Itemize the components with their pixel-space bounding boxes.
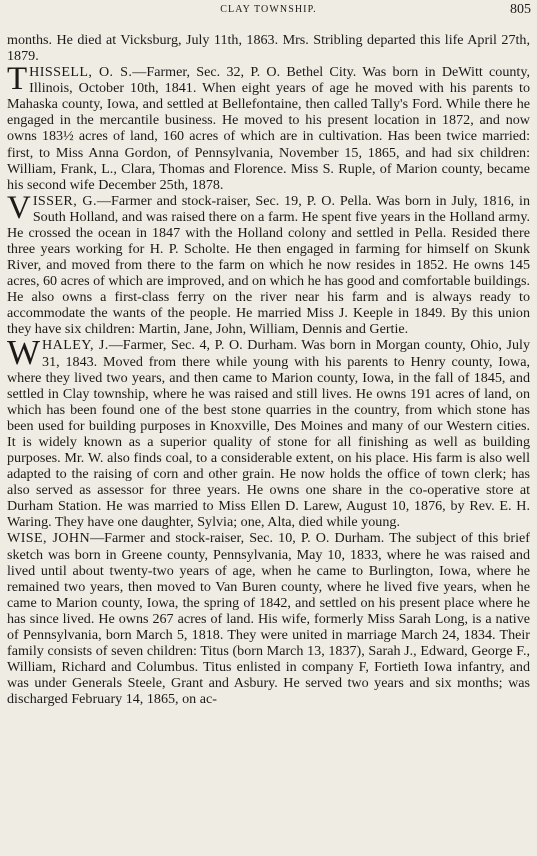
- drop-cap: V: [7, 189, 31, 226]
- page-number: 805: [510, 2, 531, 17]
- entry-visser: [7, 189, 530, 338]
- entry-whaley: [7, 333, 530, 531]
- body-text: [7, 32, 530, 707]
- entry-thissell: [7, 61, 531, 193]
- continuation-paragraph: months. He died at Vicksburg, July 11th, 1863. Mrs. Stribling departed this life April 27th, 1879.: [7, 32, 530, 65]
- entry-name: ISSER, G.: [32, 192, 97, 209]
- entry-text: —Farmer, Sec. 32, P. O. Bethel City. Was born in DeWitt county, Illinois, October 10th, 1841. When eight years of age he moved with his parents to Mahaska county, Iowa, and settled at Bellefontaine, then called Tally's Ford. While there he engaged in the mercantile business. He moved to his present location in 1872, and now owns 183½ acres of land, 160 acres of which are in cultivation. Has been twice married: first, to Miss Anna Gordon, of Pennsylvania, November 15, 1865, and had six children: William, Frank, L., Clara, Thomas and Florence. Miss S. Ruple, of Marion county, became his second wife December 25th, 1878.: [7, 64, 531, 193]
- entry-wise: [7, 530, 530, 707]
- entry-name: HISSELL, O. S.: [29, 64, 133, 81]
- running-title: CLAY TOWNSHIP.: [220, 4, 317, 15]
- entry-text: —Farmer and stock-raiser, Sec. 10, P. O. Durham. The subject of this brief sketch was born in Greene county, Pennsylvania, May 10, 1833, where he was raised and lived until about twenty-two years of age, when he came to Burlington, Iowa, where he remained two years, then moved to Van Buren county, where he lived five years, when he came to Marion county, Iowa, the spring of 1842, and settled on his present place where he has since lived. He owns 267 acres of land. His wife, formerly Miss Sarah Long, is a native of Pennsylvania, born March 5, 1818. They were united in marriage March 24, 1834. Their family consists of seven children: Titus (born March 13, 1837), Sarah J., Edward, George F., William, Richard and Columbus. Titus enlisted in company F, Fortieth Iowa infantry, and was under Generals Steele, Grant and Asbury. He served two years and six months; was discharged February 14, 1865, on ac-: [7, 530, 530, 708]
- entry-name: WISE, JOHN: [7, 530, 91, 547]
- entry-text: —Farmer and stock-raiser, Sec. 19, P. O. Pella. Was born in July, 1816, in South Holland, and was raised there on a farm. He spent five years in the Holland army. He crossed the ocean in 1847 with the Holland colony and settled in Pella. Resided there three years working for H. P. Scholte. He then engaged in farming for himself on Skunk River, and moved from there to the farm on which he now resides in 1852. He owns 145 acres, 60 acres of which are improved, and on which he has good and comfortable buildings. He also owns a first-class ferry on the river near his farm and is always ready to accommodate the wants of the people. He married Miss J. Keeple in 1849. By this union they have six children: Martin, Jane, John, William, Dennis and Gertie.: [7, 192, 530, 338]
- drop-cap: W: [7, 333, 41, 373]
- drop-cap: T: [7, 61, 28, 98]
- entry-name: HALEY, J.: [42, 337, 109, 354]
- entry-text: —Farmer, Sec. 4, P. O. Durham. Was born in Morgan county, Ohio, July 31, 1843. Moved from there while young with his parents to Henry county, Iowa, where they lived two years, and then came to Marion county, Iowa, in the fall of 1845, and settled in Clay township, where he was raised and still lives. He owns 191 acres of land, on which has been found one of the best stone quarries in the country, from which stone has been used for building purposes in Knoxville, Des Moines and many of our Western cities. It is widely known as a superior quality of stone for all finishing as well as building purposes. Mr. W. also finds coal, to a considerable extent, on his place. His farm is also well adapted to the raising of corn and other grain. He now holds the office of town clerk; has also served as assessor for three years. He owns one share in the co-operative store at Durham Station. He was married to Miss Ellen D. Larew, August 10, 1876, by Rev. E. H. Waring. They have one daughter, Sylvia; one, Alta, died while young.: [7, 337, 530, 531]
- page-header: [0, 2, 537, 20]
